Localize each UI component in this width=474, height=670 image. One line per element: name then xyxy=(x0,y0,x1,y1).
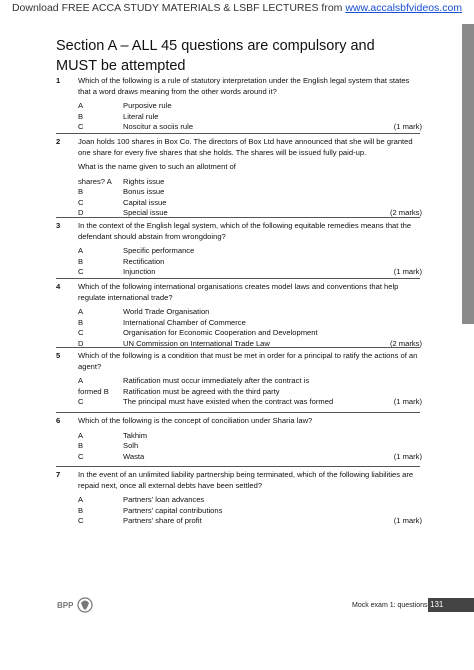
answer-options xyxy=(78,101,422,133)
answer-option[interactable] xyxy=(78,101,422,112)
footer-label: Mock exam 1: questions xyxy=(352,602,428,609)
option-letter: C xyxy=(78,122,84,131)
option-text: The principal must have existed when the contract was formed xyxy=(123,397,334,406)
answer-option[interactable] xyxy=(78,122,422,133)
question-text: Which of the following international organisations creates model laws and conventions that help regulate international trade? xyxy=(78,282,399,302)
mark-allocation: (2 marks) xyxy=(389,208,422,217)
answer-option[interactable] xyxy=(78,177,422,188)
option-text: Partners' loan advances xyxy=(123,495,205,504)
question-number: 1 xyxy=(56,76,61,85)
question-stem xyxy=(78,470,422,527)
answer-options xyxy=(78,495,422,527)
mark-allocation: (1 mark) xyxy=(393,122,422,131)
option-letter: B xyxy=(78,441,84,450)
answer-option[interactable] xyxy=(78,198,422,209)
answer-option[interactable] xyxy=(78,246,422,257)
answer-option[interactable] xyxy=(78,257,422,268)
answer-option[interactable] xyxy=(78,187,422,198)
option-text: International Chamber of Commerce xyxy=(123,317,246,327)
question-3 xyxy=(56,221,422,278)
option-letter: C xyxy=(78,197,84,207)
question-divider xyxy=(56,466,420,467)
answer-option[interactable] xyxy=(78,112,422,123)
option-text: Bonus issue xyxy=(123,187,165,196)
answer-option[interactable] xyxy=(78,328,422,339)
option-letter: B xyxy=(78,187,84,196)
question-text: What is the name given to such an allotment of xyxy=(78,162,236,171)
mark-allocation: (1 mark) xyxy=(393,516,422,525)
option-letter: B xyxy=(78,505,84,515)
option-letter: D xyxy=(78,208,84,217)
answer-options xyxy=(78,307,422,349)
question-stem xyxy=(78,282,422,349)
page-edge-tab xyxy=(462,24,474,324)
bpp-logo xyxy=(57,596,97,614)
answer-option[interactable] xyxy=(78,387,422,398)
question-number: 6 xyxy=(56,416,61,425)
question-5 xyxy=(56,351,422,408)
question-number: 4 xyxy=(56,282,61,291)
option-letter: C xyxy=(78,328,84,337)
answer-options xyxy=(78,376,422,408)
answer-option[interactable] xyxy=(78,307,422,318)
option-text: Wasta xyxy=(123,451,145,461)
mark-allocation: (2 marks) xyxy=(389,338,422,348)
option-letter: C xyxy=(78,397,84,406)
answer-options xyxy=(78,177,422,219)
answer-option[interactable] xyxy=(78,452,422,463)
question-7 xyxy=(56,470,422,527)
question-2 xyxy=(56,137,422,219)
question-6 xyxy=(56,416,422,462)
option-text: Noscitur a sociis rule xyxy=(123,122,194,131)
question-stem xyxy=(78,416,422,462)
answer-option[interactable] xyxy=(78,376,422,387)
answer-options xyxy=(78,431,422,463)
answer-option[interactable] xyxy=(78,397,422,408)
download-banner xyxy=(0,2,474,14)
question-text: Which of the following is a condition that must be met in order for a principal to ratify the actions of an agent? xyxy=(78,351,418,371)
answer-options xyxy=(78,246,422,278)
option-letter: A xyxy=(78,495,84,504)
option-text: Injunction xyxy=(123,267,156,276)
answer-option[interactable] xyxy=(78,506,422,517)
banner-link[interactable]: www.accalsbfvideos.com xyxy=(345,2,463,14)
mark-allocation: (1 mark) xyxy=(393,451,422,461)
question-divider xyxy=(56,217,420,218)
option-text: Ratification must occur immediately after the contract is xyxy=(123,376,310,385)
question-stem xyxy=(78,221,422,278)
option-letter: C xyxy=(78,267,84,276)
question-divider xyxy=(56,278,420,279)
banner-text: Download FREE ACCA STUDY MATERIALS & LSBF LECTURES from xyxy=(11,2,346,14)
option-letter: B xyxy=(78,256,84,266)
option-text: UN Commission on International Trade Law xyxy=(123,338,270,348)
option-letter: A xyxy=(78,430,84,440)
question-1 xyxy=(56,76,422,133)
option-text: Specific performance xyxy=(123,246,195,255)
option-letter: B xyxy=(78,317,84,327)
option-text: Organisation for Economic Cooperation and Development xyxy=(123,328,318,337)
option-letter: shares? A xyxy=(78,176,112,186)
question-text: Joan holds 100 shares in Box Co. The directors of Box Ltd have announced that she will be granted one share for every five shares that she holds. The shares will be issued fully paid-up. xyxy=(78,137,413,157)
option-letter: A xyxy=(78,376,84,385)
question-text: In the event of an unlimited liability partnership being terminated, which of the following liabilities are repaid next, once all external debts have been settled? xyxy=(78,470,414,490)
answer-option[interactable] xyxy=(78,318,422,329)
option-text: Solh xyxy=(123,441,139,450)
option-text: Partners' share of profit xyxy=(123,516,202,525)
section-title: Section A – ALL 45 questions are compulsory and MUST be attempted xyxy=(56,38,375,74)
question-divider xyxy=(56,347,420,348)
answer-option[interactable] xyxy=(78,516,422,527)
lion-face-icon xyxy=(81,601,89,611)
option-letter: A xyxy=(78,101,84,110)
option-letter: C xyxy=(78,451,84,461)
option-letter: D xyxy=(78,338,84,348)
question-stem xyxy=(78,351,422,408)
option-text: Rectification xyxy=(123,256,165,266)
option-text: Ratification must be agreed with the third party xyxy=(123,386,280,396)
option-text: Purposive rule xyxy=(123,101,172,110)
bpp-logo-text: BPP xyxy=(57,601,74,610)
option-letter: A xyxy=(78,246,84,255)
question-text: In the context of the English legal system, which of the following equitable remedies means that the defendant should abstain from wrongdoing? xyxy=(78,221,412,241)
option-letter: B xyxy=(78,111,84,121)
answer-option[interactable] xyxy=(78,267,422,278)
mark-allocation: (1 mark) xyxy=(393,267,422,276)
question-number: 2 xyxy=(56,137,61,146)
answer-option[interactable] xyxy=(78,441,422,452)
page-number: 131 xyxy=(428,598,474,612)
mark-allocation: (1 mark) xyxy=(393,397,422,406)
question-divider xyxy=(56,133,420,134)
question-number: 3 xyxy=(56,221,61,230)
question-divider xyxy=(56,412,420,413)
answer-option[interactable] xyxy=(78,431,422,442)
option-text: Takhim xyxy=(123,430,148,440)
option-text: Special issue xyxy=(123,208,168,217)
question-text: Which of the following is the concept of conciliation under Sharia law? xyxy=(78,416,313,425)
option-letter: C xyxy=(78,516,84,525)
question-number: 5 xyxy=(56,351,61,360)
question-number: 7 xyxy=(56,470,61,479)
option-letter: formed B xyxy=(78,386,109,396)
option-text: Partners' capital contributions xyxy=(123,505,223,515)
option-text: Rights issue xyxy=(123,176,165,186)
option-text: World Trade Organisation xyxy=(123,307,210,316)
question-stem xyxy=(78,137,422,219)
question-4 xyxy=(56,282,422,349)
option-letter: A xyxy=(78,307,84,316)
question-text: Which of the following is a rule of statutory interpretation under the English legal system that states that a word draws meaning from the other words around it? xyxy=(78,76,410,96)
option-text: Literal rule xyxy=(123,111,159,121)
question-stem xyxy=(78,76,422,133)
answer-option[interactable] xyxy=(78,495,422,506)
option-text: Capital issue xyxy=(123,197,167,207)
